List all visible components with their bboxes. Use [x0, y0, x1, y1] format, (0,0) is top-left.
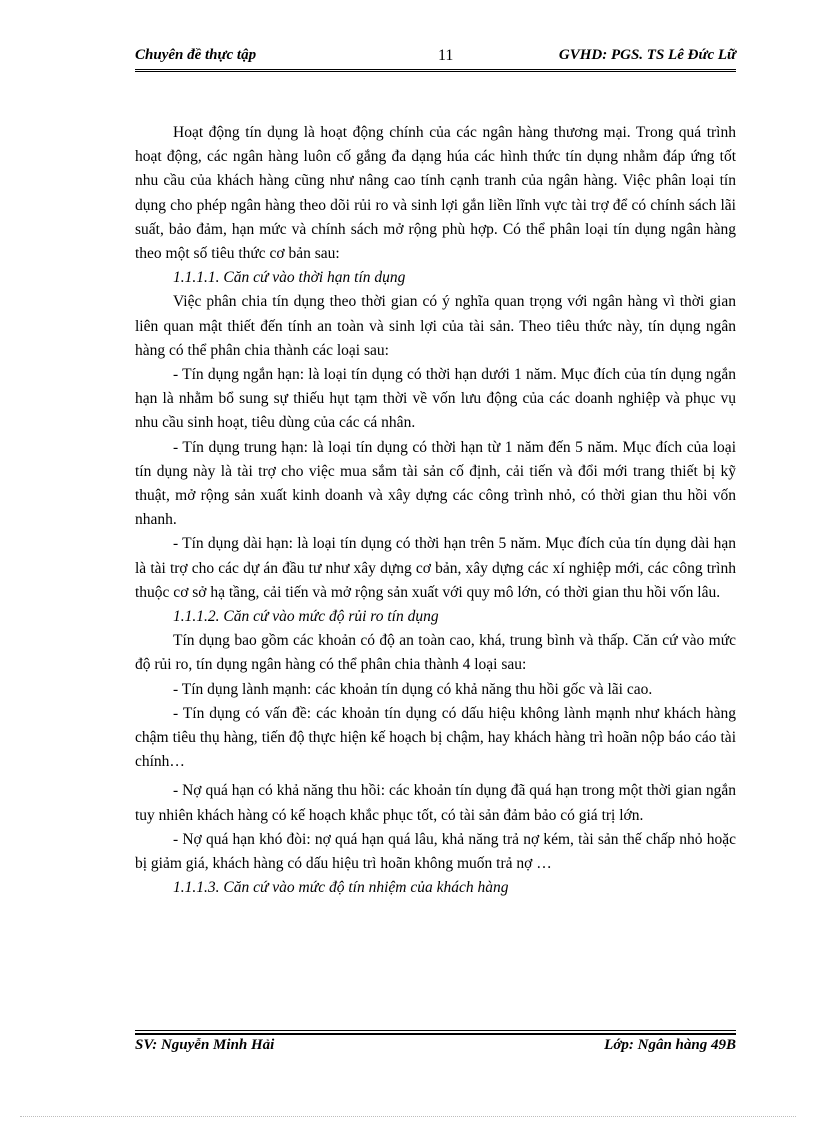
page-number: 11	[438, 47, 454, 64]
footer-class: Lớp: Ngân hàng 49B	[604, 1037, 736, 1053]
list-item-medium-term: - Tín dụng trung hạn: là loại tín dụng có thời hạn từ 1 năm đến 5 năm. Mục đích của loại tín dụng này là tài trợ cho việc mua sắm tài sản cố định, cải tiến và đổi mới trang thiết bị kỹ thuật, mở rộng sản xuất kinh doanh và xây dựng các công trình nhỏ, có thời gian thu hồi vốn nhanh.	[135, 438, 736, 529]
footer-divider-thick	[135, 1033, 736, 1035]
list-item-healthy: - Tín dụng lành mạnh: các khoản tín dụng có khả năng thu hồi gốc và lãi cao.	[173, 680, 653, 698]
section-heading-3: 1.1.1.3. Căn cứ vào mức độ tín nhiệm của khách hàng	[173, 879, 509, 897]
paragraph-intro: Hoạt động tín dụng là hoạt động chính của các ngân hàng thương mại. Trong quá trình hoạt động, các ngân hàng luôn cố gắng đa dạng húa các hình thức tín dụng nhằm đáp ứng tốt nhu cầu của khách hàng cũng như nâng cao tính cạnh tranh của ngân hàng. Việc phân loại tín dụng cho phép ngân hàng theo dõi rủi ro và sinh lợi gắn liền lĩnh vực tài trợ để có chính sách lãi suất, bảo đảm, hạn mức và chính sách mở rộng phù hợp. Có thể phân loại tín dụng ngân hàng theo một số tiêu thức cơ bản sau:	[135, 124, 736, 263]
list-item-long-term: - Tín dụng dài hạn: là loại tín dụng có thời hạn trên 5 năm. Mục đích của tín dụng dài hạn là tài trợ cho các dự án đầu tư như xây dựng cơ bản, xây dựng các xí nghiệp mới, các công trình thuộc cơ sở hạ tầng, cải tiến và mở rộng sản xuất với quy mô lớn, có thời gian thu hồi vốn lâu.	[135, 535, 736, 601]
header-advisor: GVHD: PGS. TS Lê Đức Lữ	[558, 47, 736, 63]
paragraph-term: Việc phân chia tín dụng theo thời gian có ý nghĩa quan trọng với ngân hàng vì thời gian liên quan mật thiết đến tính an toàn và sinh lợi của tài sản. Theo tiêu thức này, tín dụng ngân hàng có thể phân chia thành các loại sau:	[135, 293, 736, 359]
list-item-bad-debt: - Nợ quá hạn khó đòi: nợ quá hạn quá lâu, khả năng trả nợ kém, tài sản thế chấp nhỏ hoặc bị giảm giá, khách hàng có dấu hiệu trì hoãn không muốn trả nợ …	[135, 830, 736, 873]
list-item-short-term: - Tín dụng ngắn hạn: là loại tín dụng có thời hạn dưới 1 năm. Mục đích của tín dụng ngắn hạn là nhằm bổ sung sự thiếu hụt tạm thời về vốn lưu động của các doanh nghiệp và phục vụ nhu cầu sinh hoạt, tiêu dùng của các cá nhân.	[135, 366, 736, 432]
section-heading-2: 1.1.1.2. Căn cứ vào mức độ rủi ro tín dụng	[173, 608, 439, 626]
page-header	[135, 47, 736, 69]
document-body	[135, 121, 736, 901]
page-edge	[20, 1116, 796, 1117]
header-title: Chuyên đề thực tập	[135, 47, 257, 63]
paragraph-risk: Tín dụng bao gồm các khoản có độ an toàn cao, khá, trung bình và thấp. Căn cứ vào mức độ rủi ro, tín dụng ngân hàng có thể phân chia thành 4 loại sau:	[135, 632, 736, 674]
header-divider	[135, 69, 736, 72]
list-item-problem: - Tín dụng có vấn đề: các khoản tín dụng có dấu hiệu không lành mạnh như khách hàng chậm tiêu thụ hàng, tiến độ thực hiện kế hoạch bị chậm, hay khách hàng trì hoãn nộp báo cáo tài chính…	[135, 704, 736, 771]
section-heading-1: 1.1.1.1. Căn cứ vào thời hạn tín dụng	[173, 269, 406, 287]
footer-divider	[135, 1030, 736, 1031]
list-item-recoverable: - Nợ quá hạn có khả năng thu hồi: các khoản tín dụng đã quá hạn trong một thời gian ngắn tuy nhiên khách hàng có kế hoạch khắc phục tốt, có tài sản đảm bảo có giá trị lớn.	[135, 782, 736, 824]
footer-student: SV: Nguyễn Minh Hải	[135, 1037, 275, 1053]
